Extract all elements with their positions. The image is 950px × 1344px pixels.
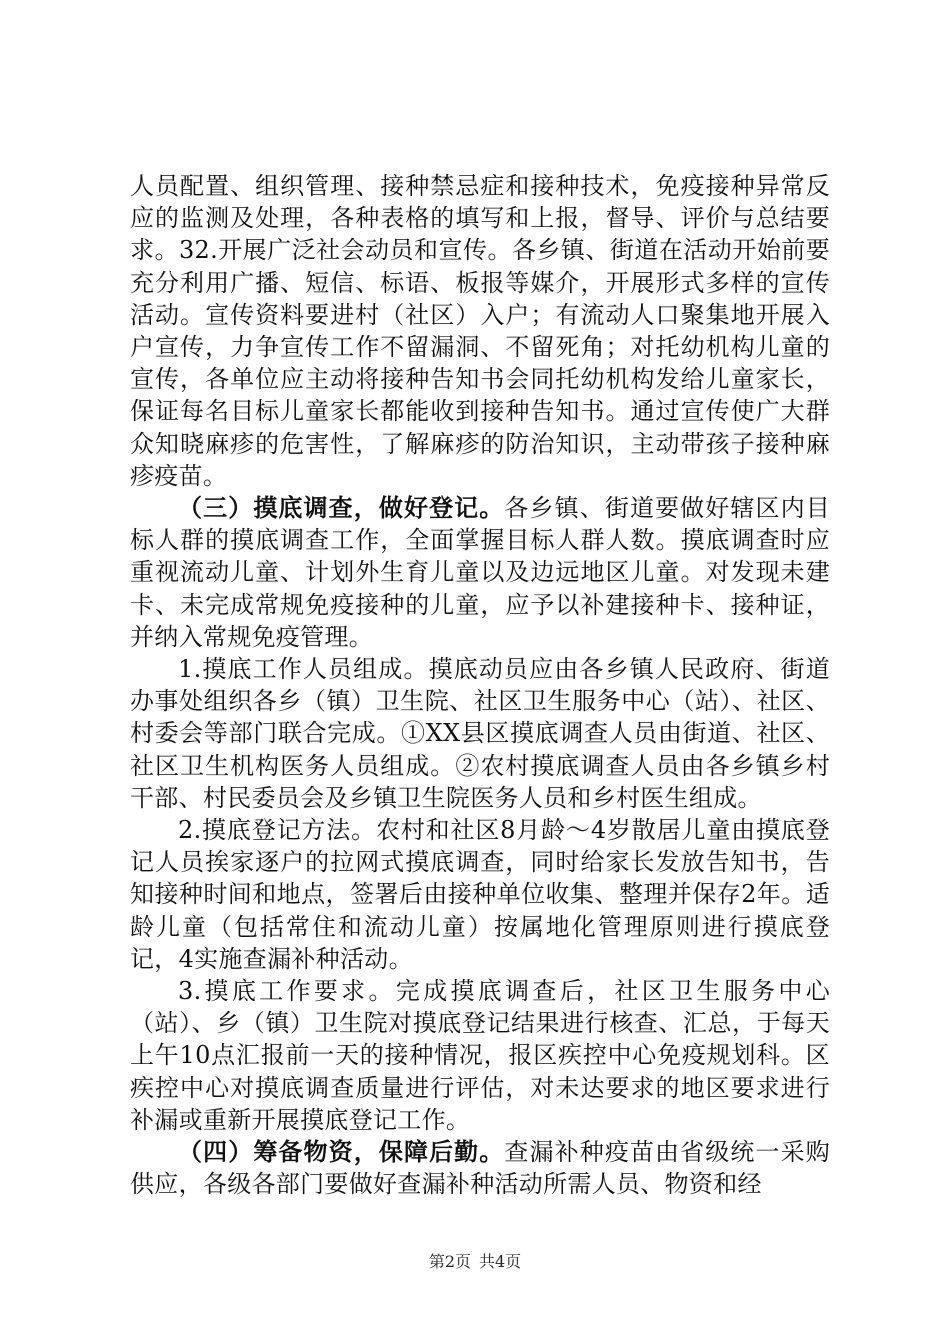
page-footer (0, 1249, 950, 1272)
paragraph-item-2 (130, 814, 830, 975)
page-total: 共4页 (479, 1252, 522, 1271)
paragraph-continuation (130, 170, 830, 492)
paragraph-text: 查漏补种疫苗由省级统一采购供应，各级各部门要做好查漏补种活动所需人员、物资和经 (130, 1138, 830, 1199)
paragraph-text: 各乡镇、街道要做好辖区内目标人群的摸底调查工作，全面掌握目标人群人数。摸底调查时应重视流动儿童、计划外生育儿童以及边远地区儿童。对发现未建卡、未完成常规免疫接种的儿童，应予以补建接种卡、接种证，并纳入常规免疫管理。 (130, 494, 830, 651)
paragraph-section-4 (130, 1136, 830, 1200)
section-heading: （四）筹备物资，保障后勤。 (178, 1137, 505, 1167)
paragraph-text: 3.摸底工作要求。完成摸底调查后，社区卫生服务中心（站）、乡（镇）卫生院对摸底登记结果进行核查、汇总，于每天上午10点汇报前一天的接种情况，报区疾控中心免疫规划科。区疾控中心对摸底调查质量进行评估，对未达要求的地区要求进行补漏或重新开展摸底登记工作。 (130, 977, 830, 1134)
paragraph-text: 人员配置、组织管理、接种禁忌症和接种技术，免疫接种异常反应的监测及处理，各种表格的填写和上报，督导、评价与总结要求。32.开展广泛社会动员和宣传。各乡镇、街道在活动开始前要充分利用广播、短信、标语、板报等媒介，开展形式多样的宣传活动。宣传资料要进村（社区）入户；有流动人口聚集地开展入户宣传，力争宣传工作不留漏洞、不留死角；对托幼机构儿童的宣传，各单位应主动将接种告知书会同托幼机构发给儿童家长，保证每名目标儿童家长都能收到接种告知书。通过宣传使广大群众知晓麻疹的危害性，了解麻疹的防治知识，主动带孩子接种麻疹疫苗。 (130, 172, 830, 490)
paragraph-text: 2.摸底登记方法。农村和社区8月龄～4岁散居儿童由摸底登记人员挨家逐户的拉网式摸底调查，同时给家长发放告知书，告知接种时间和地点，签署后由接种单位收集、整理并保存2年。适龄儿童（包括常住和流动儿童）按属地化管理原则进行摸底登记，4实施查漏补种活动。 (130, 816, 830, 973)
paragraph-section-3 (130, 492, 830, 653)
paragraph-text: 1.摸底工作人员组成。摸底动员应由各乡镇人民政府、街道办事处组织各乡（镇）卫生院、社区卫生服务中心（站）、社区、村委会等部门联合完成。①XX县区摸底调查人员由街道、社区、社区卫生机构医务人员组成。②农村摸底调查人员由各乡镇乡村干部、村民委员会及乡镇卫生院医务人员和乡村医生组成。 (130, 655, 830, 812)
page-number: 第2页 (428, 1252, 471, 1271)
section-heading: （三）摸底调查，做好登记。 (178, 493, 505, 523)
paragraph-item-3 (130, 975, 830, 1136)
document-body (130, 170, 830, 1201)
paragraph-item-1 (130, 653, 830, 814)
